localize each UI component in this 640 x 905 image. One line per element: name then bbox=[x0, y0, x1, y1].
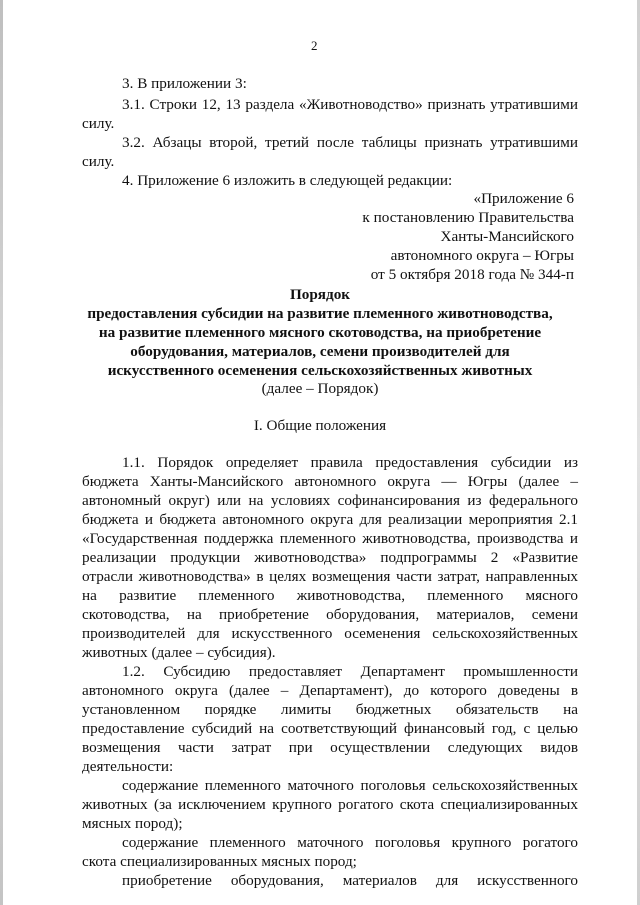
activity-item-line: приобретение оборудования, материалов для искусственного bbox=[122, 872, 578, 889]
para-1-2-line: 1.2. Субсидию предоставляет Департамент промышленности bbox=[122, 663, 578, 680]
page-number: 2 bbox=[311, 38, 318, 53]
para-1-1-line: животных (далее – субсидия). bbox=[82, 644, 276, 661]
para-1-2-line: деятельности: bbox=[82, 758, 174, 775]
para-1-2-line: установленном порядке лимиты бюджетных обязательств на bbox=[82, 701, 578, 718]
para-1-1-line: на развитие племенного животноводства, племенного мясного bbox=[82, 587, 578, 604]
activity-item-line: содержание племенного маточного поголовья сельскохозяйственных bbox=[122, 777, 578, 794]
activity-item-line: скота специализированных мясных пород; bbox=[82, 853, 357, 870]
amendment-item-3-1: 3.1. Строки 12, 13 раздела «Животноводство» признать утратившими bbox=[122, 96, 578, 113]
para-1-2-line: возмещения части затрат при осуществлении следующих видов bbox=[82, 739, 578, 756]
title-line: предоставления субсидии на развитие племенного животноводства, bbox=[87, 305, 553, 322]
title-line: искусственного осеменения сельскохозяйственных животных bbox=[107, 362, 533, 379]
activity-item-line: животных (за исключением крупного рогатого скота специализированных bbox=[82, 796, 578, 813]
para-1-1-line: реализации продукции животноводства» подпрограммы 2 «Развитие bbox=[82, 549, 578, 566]
para-1-1-line: производителей для искусственного осеменения сельскохозяйственных bbox=[82, 625, 578, 642]
activity-item-line: содержание племенного маточного поголовья крупного рогатого bbox=[122, 834, 578, 851]
activity-item-line: мясных пород); bbox=[82, 815, 183, 832]
title-line: на развитие племенного мясного скотоводства, на приобретение bbox=[98, 324, 542, 341]
amendment-item-3-2: 3.2. Абзацы второй, третий после таблицы признать утратившими bbox=[122, 134, 578, 151]
annex-header-line: от 5 октября 2018 года № 344-п bbox=[370, 266, 574, 283]
section-title: I. Общие положения bbox=[253, 417, 387, 434]
amendment-item-3: 3. В приложении 3: bbox=[122, 75, 247, 92]
para-1-2-line: автономного округа (далее – Департамент), до которого доведены в bbox=[82, 682, 578, 699]
title-line: оборудования, материалов, семени производителей для bbox=[130, 343, 510, 360]
annex-header-line: автономного округа – Югры bbox=[390, 247, 574, 264]
amendment-item-3-2-cont: силу. bbox=[82, 153, 115, 170]
para-1-1-line: бюджета и бюджета автономного округа для реализации мероприятия 2.1 bbox=[82, 511, 578, 528]
document-title: Порядок bbox=[289, 286, 351, 303]
annex-header-line: к постановлению Правительства bbox=[362, 209, 574, 226]
para-1-1-line: бюджета Ханты-Мансийского автономного округа — Югры (далее – bbox=[82, 473, 578, 490]
annex-header-line: Ханты-Мансийского bbox=[440, 228, 574, 245]
amendment-item-3-1-cont: силу. bbox=[82, 115, 115, 132]
title-short-name: (далее – Порядок) bbox=[261, 380, 379, 397]
para-1-1-line: «Государственная поддержка племенного животноводства, производства и bbox=[82, 530, 578, 547]
para-1-2-line: предоставление субсидий на соответствующий финансовый год, с целью bbox=[82, 720, 578, 737]
para-1-1-line: скотоводства, на приобретение оборудования, материалов, семени bbox=[82, 606, 578, 623]
para-1-1-line: отрасли животноводства» в целях возмещения части затрат, направленных bbox=[82, 568, 578, 585]
amendment-item-4: 4. Приложение 6 изложить в следующей редакции: bbox=[122, 172, 453, 189]
annex-header-line: «Приложение 6 bbox=[473, 190, 574, 207]
para-1-1-line: автономный округ) или на условиях софинансирования из федерального bbox=[82, 492, 578, 509]
scan-edge-left bbox=[0, 0, 3, 905]
para-1-1-line: 1.1. Порядок определяет правила предоставления субсидии из bbox=[122, 454, 578, 471]
